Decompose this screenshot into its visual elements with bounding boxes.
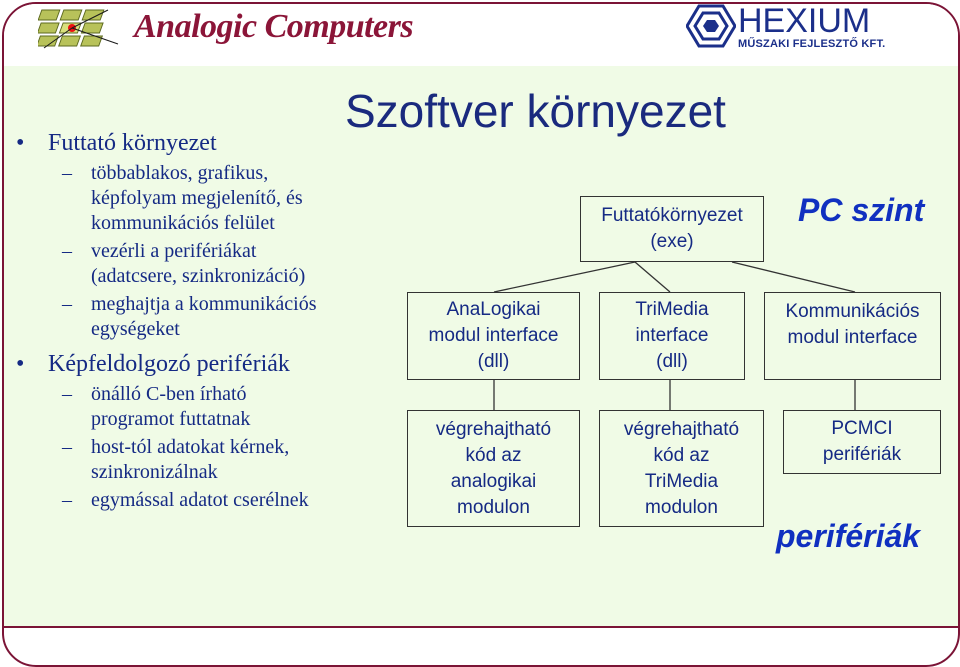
node-text: perifériák (822, 444, 902, 465)
node-text: végrehajtható (435, 418, 552, 440)
bullet-runtime (14, 128, 384, 158)
bullet-processors-text: Képfeldolgozó perifériák (48, 351, 290, 377)
sub-bullet-text: vezérli a perifériákat (91, 240, 257, 262)
node-text: modulon (645, 496, 718, 518)
sub-bullet (14, 382, 384, 432)
sub-bullet-text: egymással adatot cserélnek (91, 489, 309, 511)
brand-title: Analogic Computers (134, 8, 414, 45)
node-text: AnaLogikai (446, 299, 541, 320)
node-text: analogikai (450, 470, 537, 492)
trimedia-interface-node (599, 292, 745, 380)
bullet-dot: • (16, 351, 25, 377)
sub-bullet-text: meghajtja a kommunikációs (91, 293, 317, 315)
sub-bullet-text: szinkronizálnak (91, 461, 218, 483)
dash-mark: – (62, 489, 72, 511)
bullet-runtime-text: Futtató környezet (48, 130, 217, 156)
pc-level-label: PC szint (798, 192, 925, 228)
dash-mark: – (62, 240, 72, 262)
sub-bullet-text: host-tól adatokat kérnek, (91, 436, 290, 458)
bullet-processors (14, 349, 384, 379)
dash-mark: – (62, 293, 72, 315)
bullet-list (14, 128, 384, 513)
pcmci-peripherals-node (783, 410, 941, 474)
node-text: (exe) (650, 231, 694, 252)
page-title: Szoftver környezet (345, 85, 726, 137)
node-text: modul interface (787, 327, 918, 348)
node-text: modul interface (428, 325, 559, 346)
node-text: (dll) (477, 351, 510, 372)
company-name: HEXIUM (738, 2, 871, 40)
company-subtitle: MŰSZAKI FEJLESZTŐ KFT. (738, 38, 886, 50)
dash-mark: – (62, 436, 72, 458)
sub-bullet (14, 239, 384, 289)
node-text: PCMCI (831, 418, 893, 439)
comm-interface-node (764, 292, 941, 380)
analogic-interface-node (407, 292, 580, 380)
footer-line (4, 626, 958, 628)
sub-bullet-text: önálló C-ben írható (91, 383, 247, 405)
bullet-dot: • (16, 130, 25, 156)
node-text: interface (635, 325, 709, 346)
sub-bullet-text: képfolyam megjelenítő, és (91, 187, 303, 209)
sub-bullet-text: többablakos, grafikus, (91, 162, 269, 184)
sub-bullet-text: (adatcsere, szinkronizáció) (91, 265, 306, 287)
analogic-code-node (407, 410, 580, 527)
node-text: (dll) (656, 351, 688, 372)
sub-bullet (14, 435, 384, 485)
node-text: TriMedia (635, 299, 709, 320)
sub-bullet-text: egységeket (91, 318, 180, 340)
node-text: kód az (653, 444, 710, 466)
trimedia-code-node (599, 410, 764, 527)
node-text: végrehajtható (623, 418, 740, 440)
node-text: Kommunikációs (785, 301, 920, 322)
node-text: Futtatókörnyezet (601, 205, 743, 226)
sub-bullet-text: programot futtatnak (91, 408, 251, 430)
sub-bullet-text: kommunikációs felület (91, 212, 275, 234)
dash-mark: – (62, 162, 72, 184)
node-text: kód az (465, 444, 522, 466)
hexium-logo-icon (686, 4, 736, 48)
node-text: modulon (457, 496, 530, 518)
peripheral-level-label: perifériák (776, 518, 921, 554)
sub-bullet (14, 292, 384, 342)
sub-bullet (14, 161, 384, 236)
sub-bullet (14, 488, 384, 513)
dash-mark: – (62, 383, 72, 405)
analogic-logo-icon (38, 4, 126, 52)
runtime-node (580, 196, 764, 262)
node-text: TriMedia (644, 470, 719, 492)
